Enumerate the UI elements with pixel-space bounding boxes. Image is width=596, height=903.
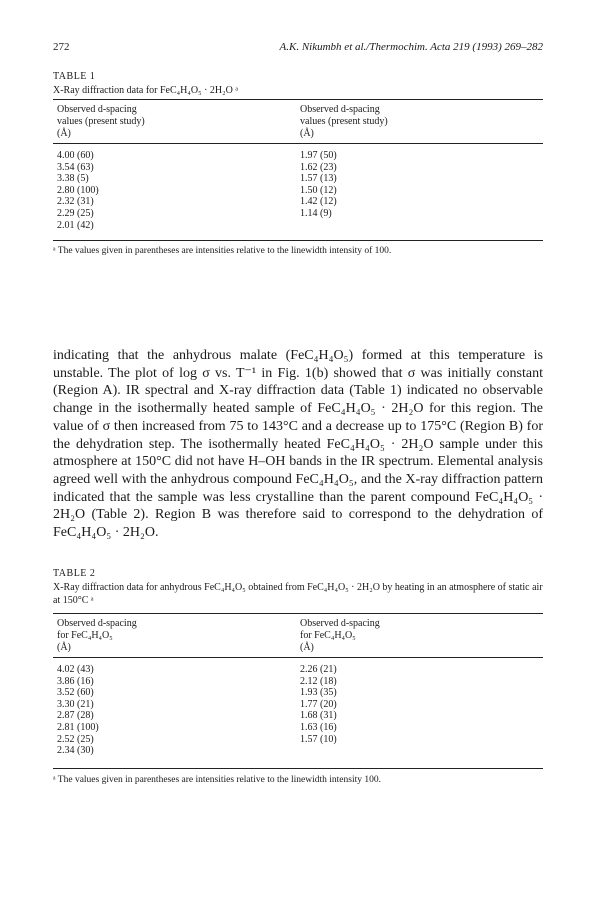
table1-col2-header	[300, 104, 388, 139]
table2-col1-values	[57, 664, 99, 757]
table1-col1-values	[57, 150, 99, 231]
table2-footnote: ᵃ The values given in parentheses are intensities relative to the linewidth intensity 100.	[53, 775, 381, 785]
table-cell: 2.12 (18)	[300, 675, 337, 687]
table-cell: 2.81 (100)	[57, 721, 99, 733]
table-cell: 1.14 (9)	[300, 207, 332, 219]
table-cell: 1.50 (12)	[300, 184, 337, 196]
table2-title: X-Ray diffraction data for anhydrous FeC₄H₄O₅ obtained from FeC₄H₄O₅ · 2H₂O by heating in an atmosphere of static air at 150°C ᵃ	[53, 582, 543, 606]
table1-col2-values	[300, 150, 337, 220]
table-cell: 2.01 (42)	[57, 219, 94, 231]
table2-top-rule	[53, 613, 543, 614]
table-cell: 1.97 (50)	[300, 150, 337, 161]
table2-col2	[300, 618, 380, 653]
table-cell: 2.87 (28)	[57, 710, 94, 722]
table-cell: 2.29 (25)	[57, 207, 94, 219]
table-cell: 1.62 (23)	[300, 161, 337, 173]
table2-col1-head-line: Observed d-spacing	[57, 618, 137, 629]
table2-col2-head-line: for FeC₄H₄O₅	[300, 629, 356, 641]
table-cell: 2.32 (31)	[57, 196, 94, 208]
table2-bottom-rule	[53, 768, 543, 769]
table1-header-rule	[53, 143, 543, 144]
page-number: 272	[53, 41, 70, 53]
table1-col1-header	[57, 104, 145, 139]
running-title: A.K. Nikumbh et al./Thermochim. Acta 219 (1993) 269–282	[279, 41, 543, 53]
table-cell: 3.30 (21)	[57, 698, 94, 710]
table2-col2-head-line: Observed d-spacing	[300, 618, 380, 629]
table-cell: 1.77 (20)	[300, 698, 337, 710]
body-text	[53, 347, 543, 542]
table1-col2-head-line: Observed d-spacing	[300, 104, 380, 115]
table1-col1	[57, 104, 145, 139]
table-cell: 2.26 (21)	[300, 664, 337, 675]
table1-title: X-Ray diffraction data for FeC₄H₄O₅ · 2H₂O ᵃ	[53, 85, 239, 96]
table-cell: 3.54 (63)	[57, 161, 94, 173]
table-cell: 3.52 (60)	[57, 687, 94, 699]
table1-col1-head-line: values (present study)	[57, 115, 145, 127]
table1-bottom-rule	[53, 240, 543, 241]
table-cell: 1.42 (12)	[300, 196, 337, 208]
table2-col1-head-line: (Å)	[57, 641, 71, 653]
table2-col2-head-line: (Å)	[300, 641, 314, 653]
table2-col1-header	[57, 618, 137, 653]
body-paragraph: indicating that the anhydrous malate (FeC₄H₄O₅) formed at this temperature is unstable. The plot of log σ vs. T⁻¹ in Fig. 1(b) showed that σ was initially constant (Region A). IR spectral and X-ray diffraction data (Table 1) indicated no observable change in the isothermally heated sample of FeC₄H₄O₅ · 2H₂O for this region. The value of σ then increased from 75 to 143°C and a decrease up to 175°C (Region B) for the dehydration step. The isothermally heated FeC₄H₄O₅ · 2H₂O sample under this atmosphere at 150°C did not have H–OH bands in the IR spectrum. Elemental analysis agreed well with the anhydrous compound FeC₄H₄O₅, and the X-ray diffraction pattern indicated that the sample was less crystalline than the parent compound FeC₄H₄O₅ · 2H₂O (Table 2). Region B was therefore said to correspond to the dehydration of FeC₄H₄O₅ · 2H₂O.	[53, 348, 543, 541]
table1-footnote: ᵃ The values given in parentheses are intensities relative to the linewidth intensity of 100.	[53, 246, 392, 256]
table-cell: 1.68 (31)	[300, 710, 337, 722]
table1-label: TABLE 1	[53, 71, 96, 82]
table-cell: 1.57 (13)	[300, 173, 337, 185]
table-cell: 1.63 (16)	[300, 721, 337, 733]
table-cell: 2.52 (25)	[57, 733, 94, 745]
table1-caption	[53, 70, 543, 97]
table-cell: 4.02 (43)	[57, 664, 94, 675]
table2-caption	[53, 567, 543, 607]
table2-col2-header	[300, 618, 380, 653]
table2-header-rule	[53, 657, 543, 658]
table2-col1	[57, 618, 137, 653]
table1-col2	[300, 104, 388, 139]
table2-label: TABLE 2	[53, 568, 96, 579]
table-cell: 3.86 (16)	[57, 675, 94, 687]
table-cell: 4.00 (60)	[57, 150, 94, 161]
table-cell: 1.57 (10)	[300, 733, 337, 745]
table-cell: 2.80 (100)	[57, 184, 99, 196]
table-cell: 2.34 (30)	[57, 745, 94, 757]
table1-col1-head-line: (Å)	[57, 127, 71, 139]
table1-col1-head-line: Observed d-spacing	[57, 104, 137, 115]
table1-top-rule	[53, 99, 543, 100]
table-cell: 3.38 (5)	[57, 173, 89, 185]
table1-col2-head-line: (Å)	[300, 127, 314, 139]
table-cell: 1.93 (35)	[300, 687, 337, 699]
table2-col2-values	[300, 664, 337, 745]
table1-col2-head-line: values (present study)	[300, 115, 388, 127]
table2-col1-head-line: for FeC₄H₄O₅	[57, 629, 113, 641]
